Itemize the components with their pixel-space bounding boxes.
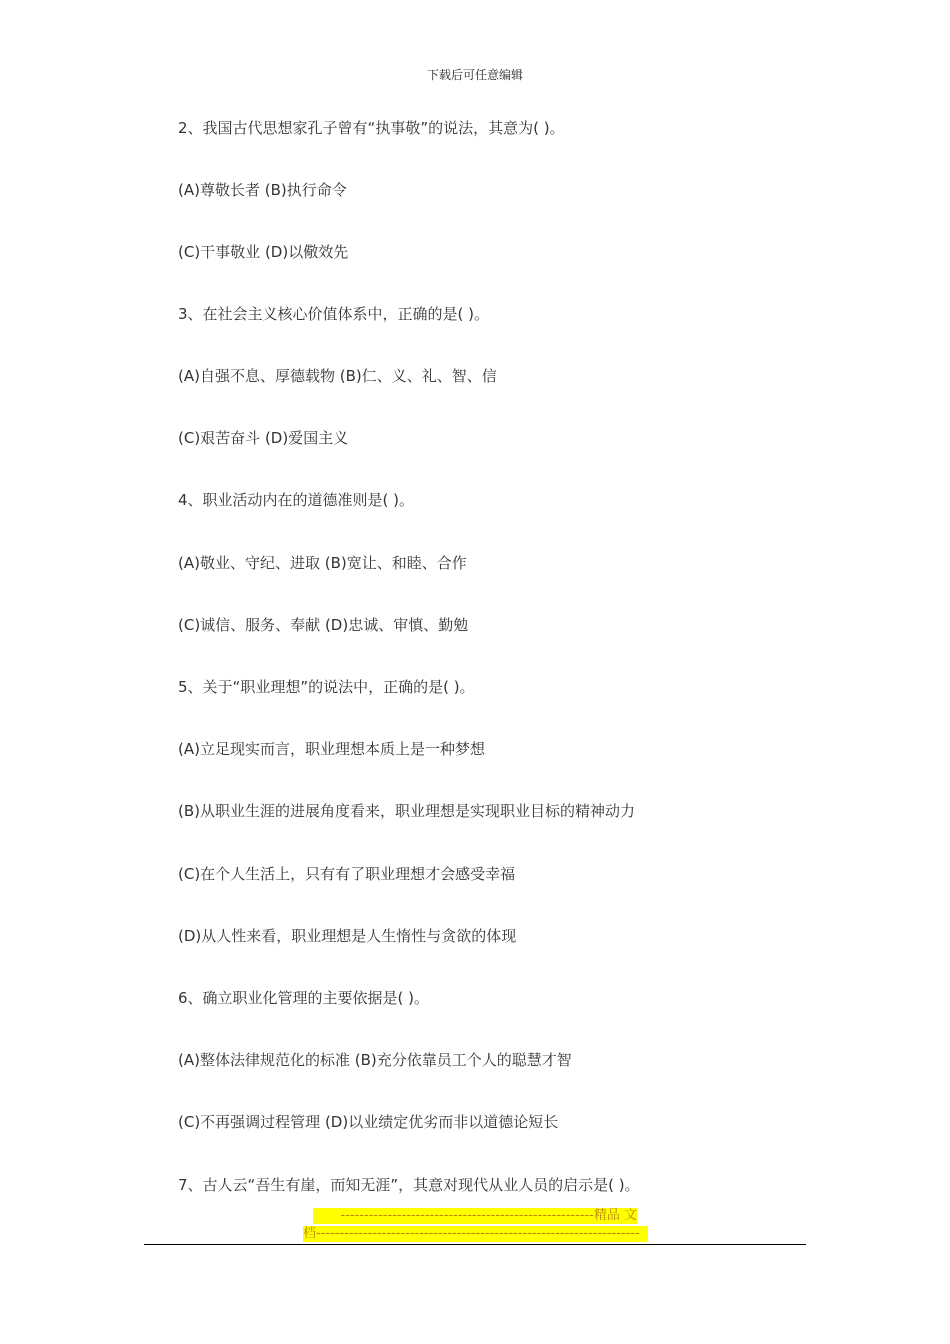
question-3: 3、在社会主义核心价值体系中，正确的是( )。 xyxy=(178,305,490,323)
question-4-options-ab: (A)敬业、守纪、进取 (B)宽让、和睦、合作 xyxy=(178,554,467,572)
question-5-option-a: (A)立足现实而言，职业理想本质上是一种梦想 xyxy=(178,740,485,758)
question-4: 4、职业活动内在的道德准则是( )。 xyxy=(178,491,415,509)
question-5-option-b: (B)从职业生涯的进展角度看来，职业理想是实现职业目标的精神动力 xyxy=(178,802,635,820)
footer-highlight-line-2: 档--------------------------------------------------------------------- xyxy=(303,1226,648,1242)
question-4-options-cd: (C)诚信、服务、奉献 (D)忠诚、审慎、勤勉 xyxy=(178,616,469,634)
footer-highlight-line-1: ------------------------------------------------------精品 文 xyxy=(313,1208,637,1224)
footer-divider xyxy=(144,1244,806,1245)
question-7: 7、古人云“吾生有崖，而知无涯”，其意对现代从业人员的启示是( )。 xyxy=(178,1176,640,1194)
question-5-option-d: (D)从人性来看，职业理想是人生惰性与贪欲的体现 xyxy=(178,927,517,945)
question-5: 5、关于“职业理想”的说法中，正确的是( )。 xyxy=(178,678,475,696)
question-2-options-cd: (C)干事敬业 (D)以儆效先 xyxy=(178,243,349,261)
question-2: 2、我国古代思想家孔子曾有“执事敬”的说法，其意为( )。 xyxy=(178,119,565,137)
question-2-options-ab: (A)尊敬长者 (B)执行命令 xyxy=(178,181,347,199)
question-3-options-cd: (C)艰苦奋斗 (D)爱国主义 xyxy=(178,429,349,447)
question-3-options-ab: (A)自强不息、厚德载物 (B)仁、义、礼、智、信 xyxy=(178,367,497,385)
page-header: 下载后可任意编辑 xyxy=(426,68,523,82)
question-6: 6、确立职业化管理的主要依据是( )。 xyxy=(178,989,430,1007)
question-6-options-cd: (C)不再强调过程管理 (D)以业绩定优劣而非以道德论短长 xyxy=(178,1113,559,1131)
question-6-options-ab: (A)整体法律规范化的标准 (B)充分依靠员工个人的聪慧才智 xyxy=(178,1051,572,1069)
question-5-option-c: (C)在个人生活上，只有有了职业理想才会感受幸福 xyxy=(178,865,516,883)
